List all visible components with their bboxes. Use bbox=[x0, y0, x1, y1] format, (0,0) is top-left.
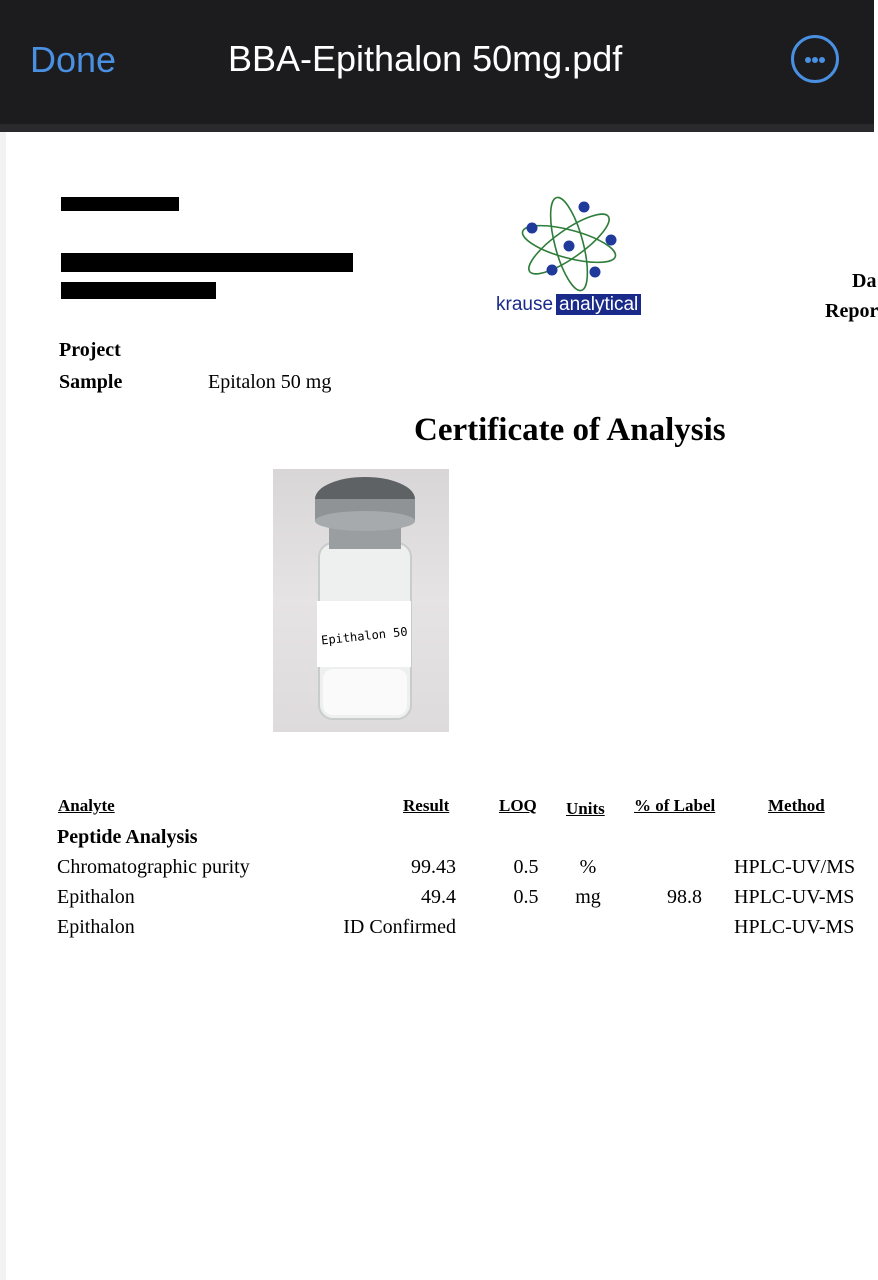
logo-word-analytical: analytical bbox=[556, 294, 641, 315]
logo-word-krause: krause bbox=[496, 294, 554, 315]
certificate-heading: Certificate of Analysis bbox=[414, 412, 726, 448]
sample-value: Epitalon 50 mg bbox=[208, 371, 332, 393]
table-row-loq: 0.5 bbox=[513, 856, 539, 878]
redaction-bar bbox=[61, 197, 179, 211]
table-row-pct-label: 98.8 bbox=[667, 886, 702, 908]
table-row-result: 49.4 bbox=[421, 886, 456, 908]
vial-image bbox=[273, 469, 449, 732]
table-row-analyte: Chromatographic purity bbox=[57, 856, 250, 878]
logo-wordmark bbox=[496, 292, 641, 318]
toolbar-divider bbox=[0, 124, 874, 132]
col-header-analyte: Analyte bbox=[58, 796, 115, 815]
done-button[interactable]: Done bbox=[30, 39, 117, 80]
table-row-analyte: Epithalon bbox=[57, 886, 135, 908]
col-header-loq: LOQ bbox=[499, 796, 537, 815]
table-row-analyte: Epithalon bbox=[57, 916, 135, 938]
vial-label-text: Epithalon 50 bbox=[320, 624, 409, 648]
table-row-result: 99.43 bbox=[411, 856, 456, 878]
top-bar bbox=[0, 0, 874, 124]
ellipsis-circle-icon[interactable] bbox=[791, 35, 839, 83]
report-label: Repor bbox=[825, 300, 878, 322]
col-header-method: Method bbox=[768, 796, 825, 815]
table-row-method: HPLC-UV-MS bbox=[734, 886, 855, 908]
table-row-method: HPLC-UV-MS bbox=[734, 916, 855, 938]
col-header-result: Result bbox=[403, 796, 450, 815]
col-header-units: Units bbox=[566, 799, 605, 818]
table-row-units: mg bbox=[575, 886, 601, 908]
col-header-pct-label: % of Label bbox=[634, 796, 716, 815]
project-label: Project bbox=[59, 339, 121, 361]
table-row-method: HPLC-UV/MS bbox=[734, 856, 856, 878]
document-title: BBA-Epithalon 50mg.pdf bbox=[228, 38, 623, 79]
vial-photo bbox=[273, 469, 449, 732]
redaction-bar bbox=[61, 253, 353, 272]
table-row-loq: 0.5 bbox=[513, 886, 539, 908]
section-heading: Peptide Analysis bbox=[57, 826, 198, 848]
date-label: Da bbox=[852, 270, 877, 292]
redaction-bar bbox=[61, 282, 216, 299]
table-row-units: % bbox=[579, 856, 597, 878]
sample-label: Sample bbox=[59, 371, 123, 393]
table-row-result: ID Confirmed bbox=[343, 916, 456, 938]
